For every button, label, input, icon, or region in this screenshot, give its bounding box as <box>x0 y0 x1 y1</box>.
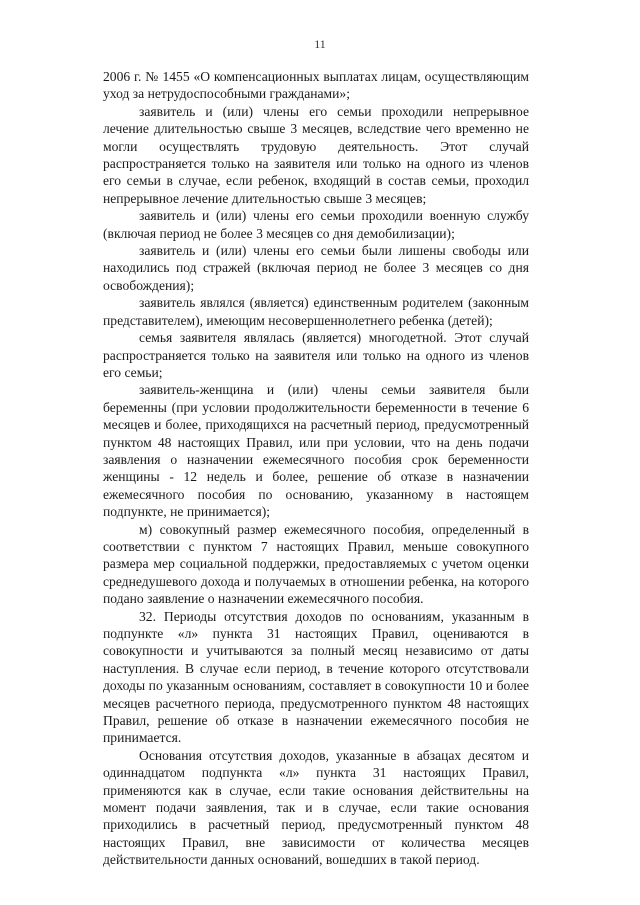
paragraph: 32. Периоды отсутствия доходов по основаниям, указанным в подпункте «л» пункта 31 настоящих Правил, оцениваются в совокупности и учитываются за полный месяц независимо от даты наступления. В случае если период, в течение которого отсутствовали доходы по указанным основаниям, составляет в совокупности 10 и более месяцев расчетного периода, предусмотренного пунктом 48 настоящих Правил, решение об отказе в назначении ежемесячного пособия не принимается. <box>103 608 529 746</box>
paragraph: м) совокупный размер ежемесячного пособия, определенный в соответствии с пунктом 7 настоящих Правил, меньше совокупного размера мер социальной поддержки, предоставляемых с учетом оценки среднедушевого дохода и получаемых в отношении ребенка, на которого подано заявление о назначении ежемесячного пособия. <box>103 521 529 607</box>
paragraph: заявитель и (или) члены его семьи были лишены свободы или находились под стражей (включая период не более 3 месяцев со дня освобождения); <box>103 243 529 293</box>
paragraph: заявитель-женщина и (или) члены семьи заявителя были беременны (при условии продолжительности беременности в течение 6 месяцев и более, приходящихся на расчетный период, предусмотренный пунктом 48 настоящих Правил, или при условии, что на день подачи заявления о назначении ежемесячного пособия срок беременности женщины - 12 недель и более, решение об отказе в назначении ежемесячного пособия по основанию, указанному в настоящем подпункте, не принимается); <box>103 382 529 520</box>
paragraph: Основания отсутствия доходов, указанные в абзацах десятом и одиннадцатом подпункта «л» пункта 31 настоящих Правил, применяются как в случае, если такие основания действительны на момент подачи заявления, так и в случае, если такие основания приходились в расчетный период, предусмотренный пунктом 48 настоящих Правил, вне зависимости от количества месяцев действительности данных оснований, вошедших в такой период. <box>103 747 529 868</box>
paragraph: заявитель и (или) члены его семьи проходили военную службу (включая период не более 3 месяцев со дня демобилизации); <box>103 208 529 241</box>
page-number: 11 <box>314 37 326 51</box>
paragraph: семья заявителя являлась (является) многодетной. Этот случай распространяется только на заявителя или только на одного из членов его семьи; <box>103 330 529 380</box>
document-body <box>103 68 529 869</box>
paragraph: заявитель являлся (является) единственным родителем (законным представителем), имеющим несовершеннолетнего ребенка (детей); <box>103 295 529 328</box>
paragraph: заявитель и (или) члены его семьи проходили непрерывное лечение длительностью свыше 3 месяцев, вследствие чего временно не могли осуществлять трудовую деятельность. Этот случай распространяется только на заявителя или только на одного из членов его семьи в случае, если ребенок, входящий в состав семьи, проходил непрерывное лечение длительностью свыше 3 месяцев; <box>103 103 529 206</box>
paragraph: 2006 г. № 1455 «О компенсационных выплатах лицам, осуществляющим уход за нетрудоспособными гражданами»; <box>103 69 529 102</box>
